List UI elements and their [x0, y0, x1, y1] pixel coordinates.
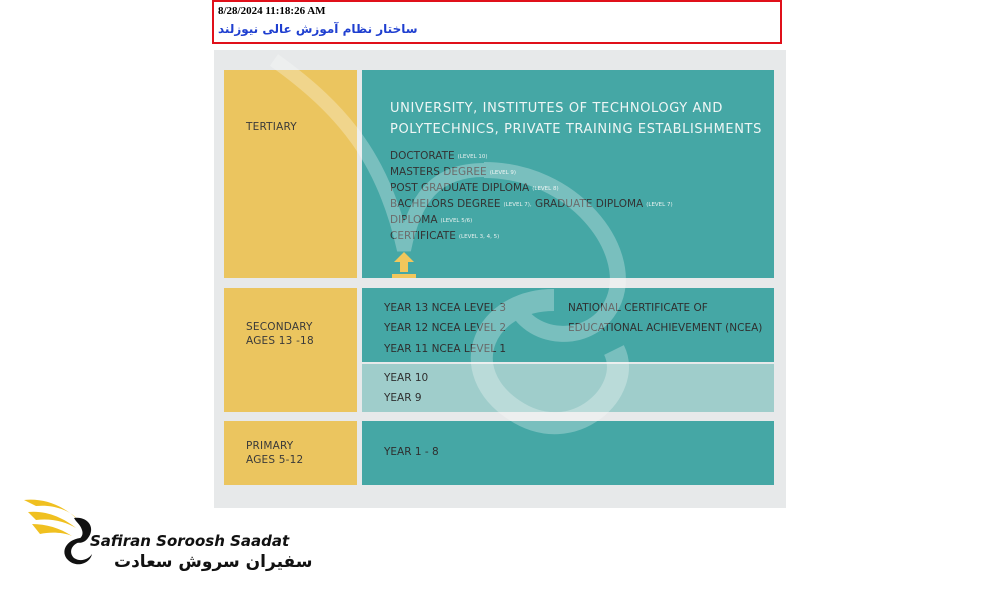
logo-name-persian: سفیران سروش سعادت — [114, 552, 313, 572]
qualification-name: MASTERS DEGREE — [390, 166, 487, 178]
logo-name-english: Safiran Soroosh Saadat — [90, 532, 290, 550]
qualification-extra-name: GRADUATE DIPLOMA — [535, 198, 644, 210]
header-title: ساختار نظام آموزش عالی نیوزلند — [218, 22, 418, 36]
qualification-level: (LEVEL 7), — [503, 202, 532, 208]
header-timestamp: 8/28/2024 11:18:26 AM — [218, 5, 326, 17]
qualification-level: (LEVEL 5/6) — [440, 218, 473, 224]
secondary-label-line1: SECONDARY — [246, 321, 313, 333]
tertiary-title-line1: UNIVERSITY, INSTITUTES OF TECHNOLOGY AND — [390, 101, 723, 116]
qualification-name: DOCTORATE — [390, 150, 455, 162]
watermark-swan-icon — [254, 50, 694, 508]
qualification-extra-level: (LEVEL 7) — [646, 202, 673, 208]
primary-label-line2: AGES 5-12 — [246, 454, 304, 466]
qualification-name: BACHELORS DEGREE — [390, 198, 501, 210]
year-1-8-row: YEAR 1 - 8 — [384, 446, 439, 458]
qualification-name: CERTIFICATE — [390, 230, 456, 242]
tertiary-label: TERTIARY — [246, 121, 297, 133]
qualification-level: (LEVEL 8) — [532, 186, 559, 192]
qualification-level: (LEVEL 3, 4, 5) — [458, 234, 500, 240]
company-logo — [22, 494, 313, 574]
header-box — [212, 0, 782, 44]
qualification-name: POST GRADUATE DIPLOMA — [390, 182, 530, 194]
year-11-row: YEAR 11 NCEA LEVEL 1 — [384, 343, 507, 355]
ncea-line2: EDUCATIONAL ACHIEVEMENT (NCEA) — [568, 322, 763, 334]
secondary-label-line2: AGES 13 -18 — [246, 335, 314, 347]
year-13-row: YEAR 13 NCEA LEVEL 3 — [384, 302, 507, 314]
tertiary-title-line2: POLYTECHNICS, PRIVATE TRAINING ESTABLISHMENTS — [390, 122, 762, 137]
year-10-row: YEAR 10 — [384, 372, 429, 384]
ncea-line1: NATIONAL CERTIFICATE OF — [568, 302, 708, 314]
qualification-level: (LEVEL 10) — [457, 154, 488, 160]
year-9-row: YEAR 9 — [384, 392, 422, 404]
year-12-row: YEAR 12 NCEA LEVEL 2 — [384, 322, 507, 334]
qualification-name: DIPLOMA — [390, 214, 438, 226]
qualification-level: (LEVEL 9) — [489, 170, 517, 176]
primary-label-line1: PRIMARY — [246, 440, 294, 452]
education-structure-diagram — [214, 50, 786, 508]
